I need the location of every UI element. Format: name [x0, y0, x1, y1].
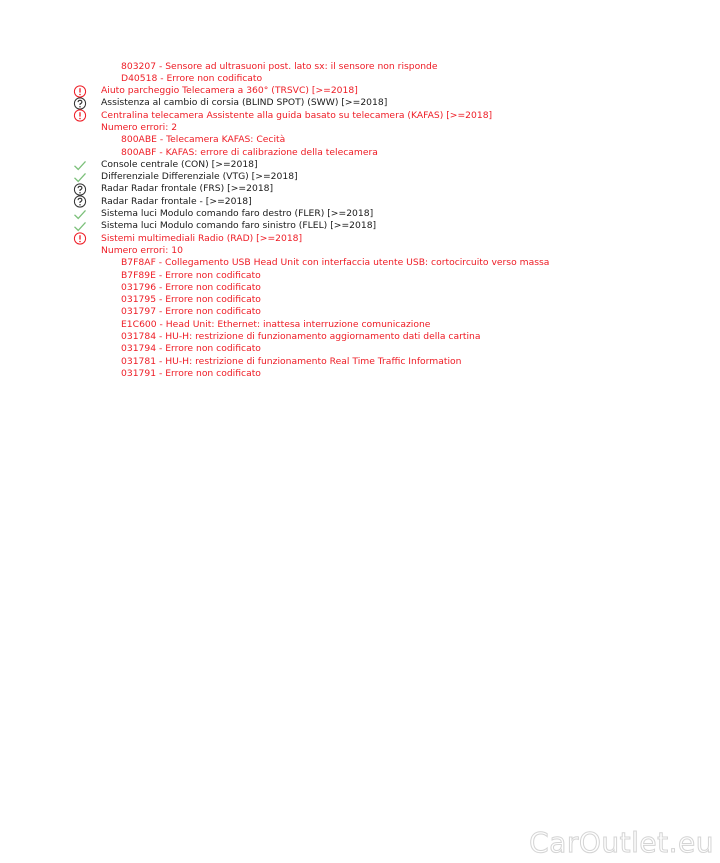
error-code-row [0, 270, 720, 282]
line-text: 031781 - HU-H: restrizione di funzionamento Real Time Traffic Information [121, 355, 462, 367]
line-text: Centralina telecamera Assistente alla guida basato su telecamera (KAFAS) [>=2018] [101, 109, 493, 121]
diagnostic-report [0, 61, 720, 381]
line-text: Radar Radar frontale (FRS) [>=2018] [101, 183, 274, 195]
check-icon [73, 208, 87, 220]
error-code-row [0, 331, 720, 343]
line-text: Sistema luci Modulo comando faro sinistro (FLEL) [>=2018] [101, 220, 377, 232]
line-text: Console centrale (CON) [>=2018] [101, 158, 258, 170]
line-text: Numero errori: 2 [101, 121, 178, 133]
line-text: D40518 - Errore non codificato [121, 72, 263, 84]
check-icon [73, 171, 87, 183]
line-text: Sistema luci Modulo comando faro destro (FLER) [>=2018] [101, 208, 374, 220]
error-code-row [0, 61, 720, 73]
line-text: Numero errori: 10 [101, 244, 183, 256]
line-text: 803207 - Sensore ad ultrasuoni post. lato sx: il sensore non risponde [121, 60, 438, 72]
error-code-row [0, 73, 720, 85]
line-text: 800ABF - KAFAS: errore di calibrazione della telecamera [121, 146, 378, 158]
line-text: 031796 - Errore non codificato [121, 281, 261, 293]
error-code-row [0, 134, 720, 146]
module-row [0, 183, 720, 195]
line-text: B7F89E - Errore non codificato [121, 269, 261, 281]
error-code-row [0, 343, 720, 355]
error-icon [73, 233, 87, 245]
line-text: 031795 - Errore non codificato [121, 294, 261, 306]
question-icon [73, 196, 87, 208]
module-row [0, 196, 720, 208]
line-text: Radar Radar frontale - [>=2018] [101, 195, 252, 207]
error-code-row [0, 356, 720, 368]
line-text: E1C600 - Head Unit: Ethernet: inattesa interruzione comunicazione [121, 318, 431, 330]
module-row [0, 110, 720, 122]
module-row [0, 220, 720, 232]
line-text: B7F8AF - Collegamento USB Head Unit con interfaccia utente USB: cortocircuito verso massa [121, 257, 550, 269]
module-row [0, 233, 720, 245]
error-code-row [0, 147, 720, 159]
module-row [0, 208, 720, 220]
line-text: Aiuto parcheggio Telecamera a 360° (TRSVC) [>=2018] [101, 85, 358, 97]
question-icon [73, 183, 87, 195]
watermark-logo: CarOutlet.eu [529, 826, 714, 859]
error-code-row [0, 282, 720, 294]
line-text: Assistenza al cambio di corsia (BLIND SPOT) (SWW) [>=2018] [101, 97, 388, 109]
line-text: 031784 - HU-H: restrizione di funzionamento aggiornamento dati della cartina [121, 331, 481, 343]
error-code-row [0, 319, 720, 331]
error-code-row [0, 306, 720, 318]
line-text: Sistemi multimediali Radio (RAD) [>=2018] [101, 232, 303, 244]
error-icon [73, 110, 87, 122]
error-count-row [0, 245, 720, 257]
module-row [0, 85, 720, 97]
module-row [0, 97, 720, 109]
question-icon [73, 97, 87, 109]
line-text: 031797 - Errore non codificato [121, 306, 261, 318]
module-row [0, 159, 720, 171]
error-code-row [0, 257, 720, 269]
line-text: 031794 - Errore non codificato [121, 343, 261, 355]
line-text: 800ABE - Telecamera KAFAS: Cecità [121, 134, 286, 146]
error-code-row [0, 368, 720, 380]
error-count-row [0, 122, 720, 134]
error-icon [73, 85, 87, 97]
line-text: Differenziale Differenziale (VTG) [>=2018] [101, 171, 298, 183]
check-icon [73, 159, 87, 171]
line-text: 031791 - Errore non codificato [121, 367, 261, 379]
error-code-row [0, 294, 720, 306]
check-icon [73, 220, 87, 232]
module-row [0, 171, 720, 183]
